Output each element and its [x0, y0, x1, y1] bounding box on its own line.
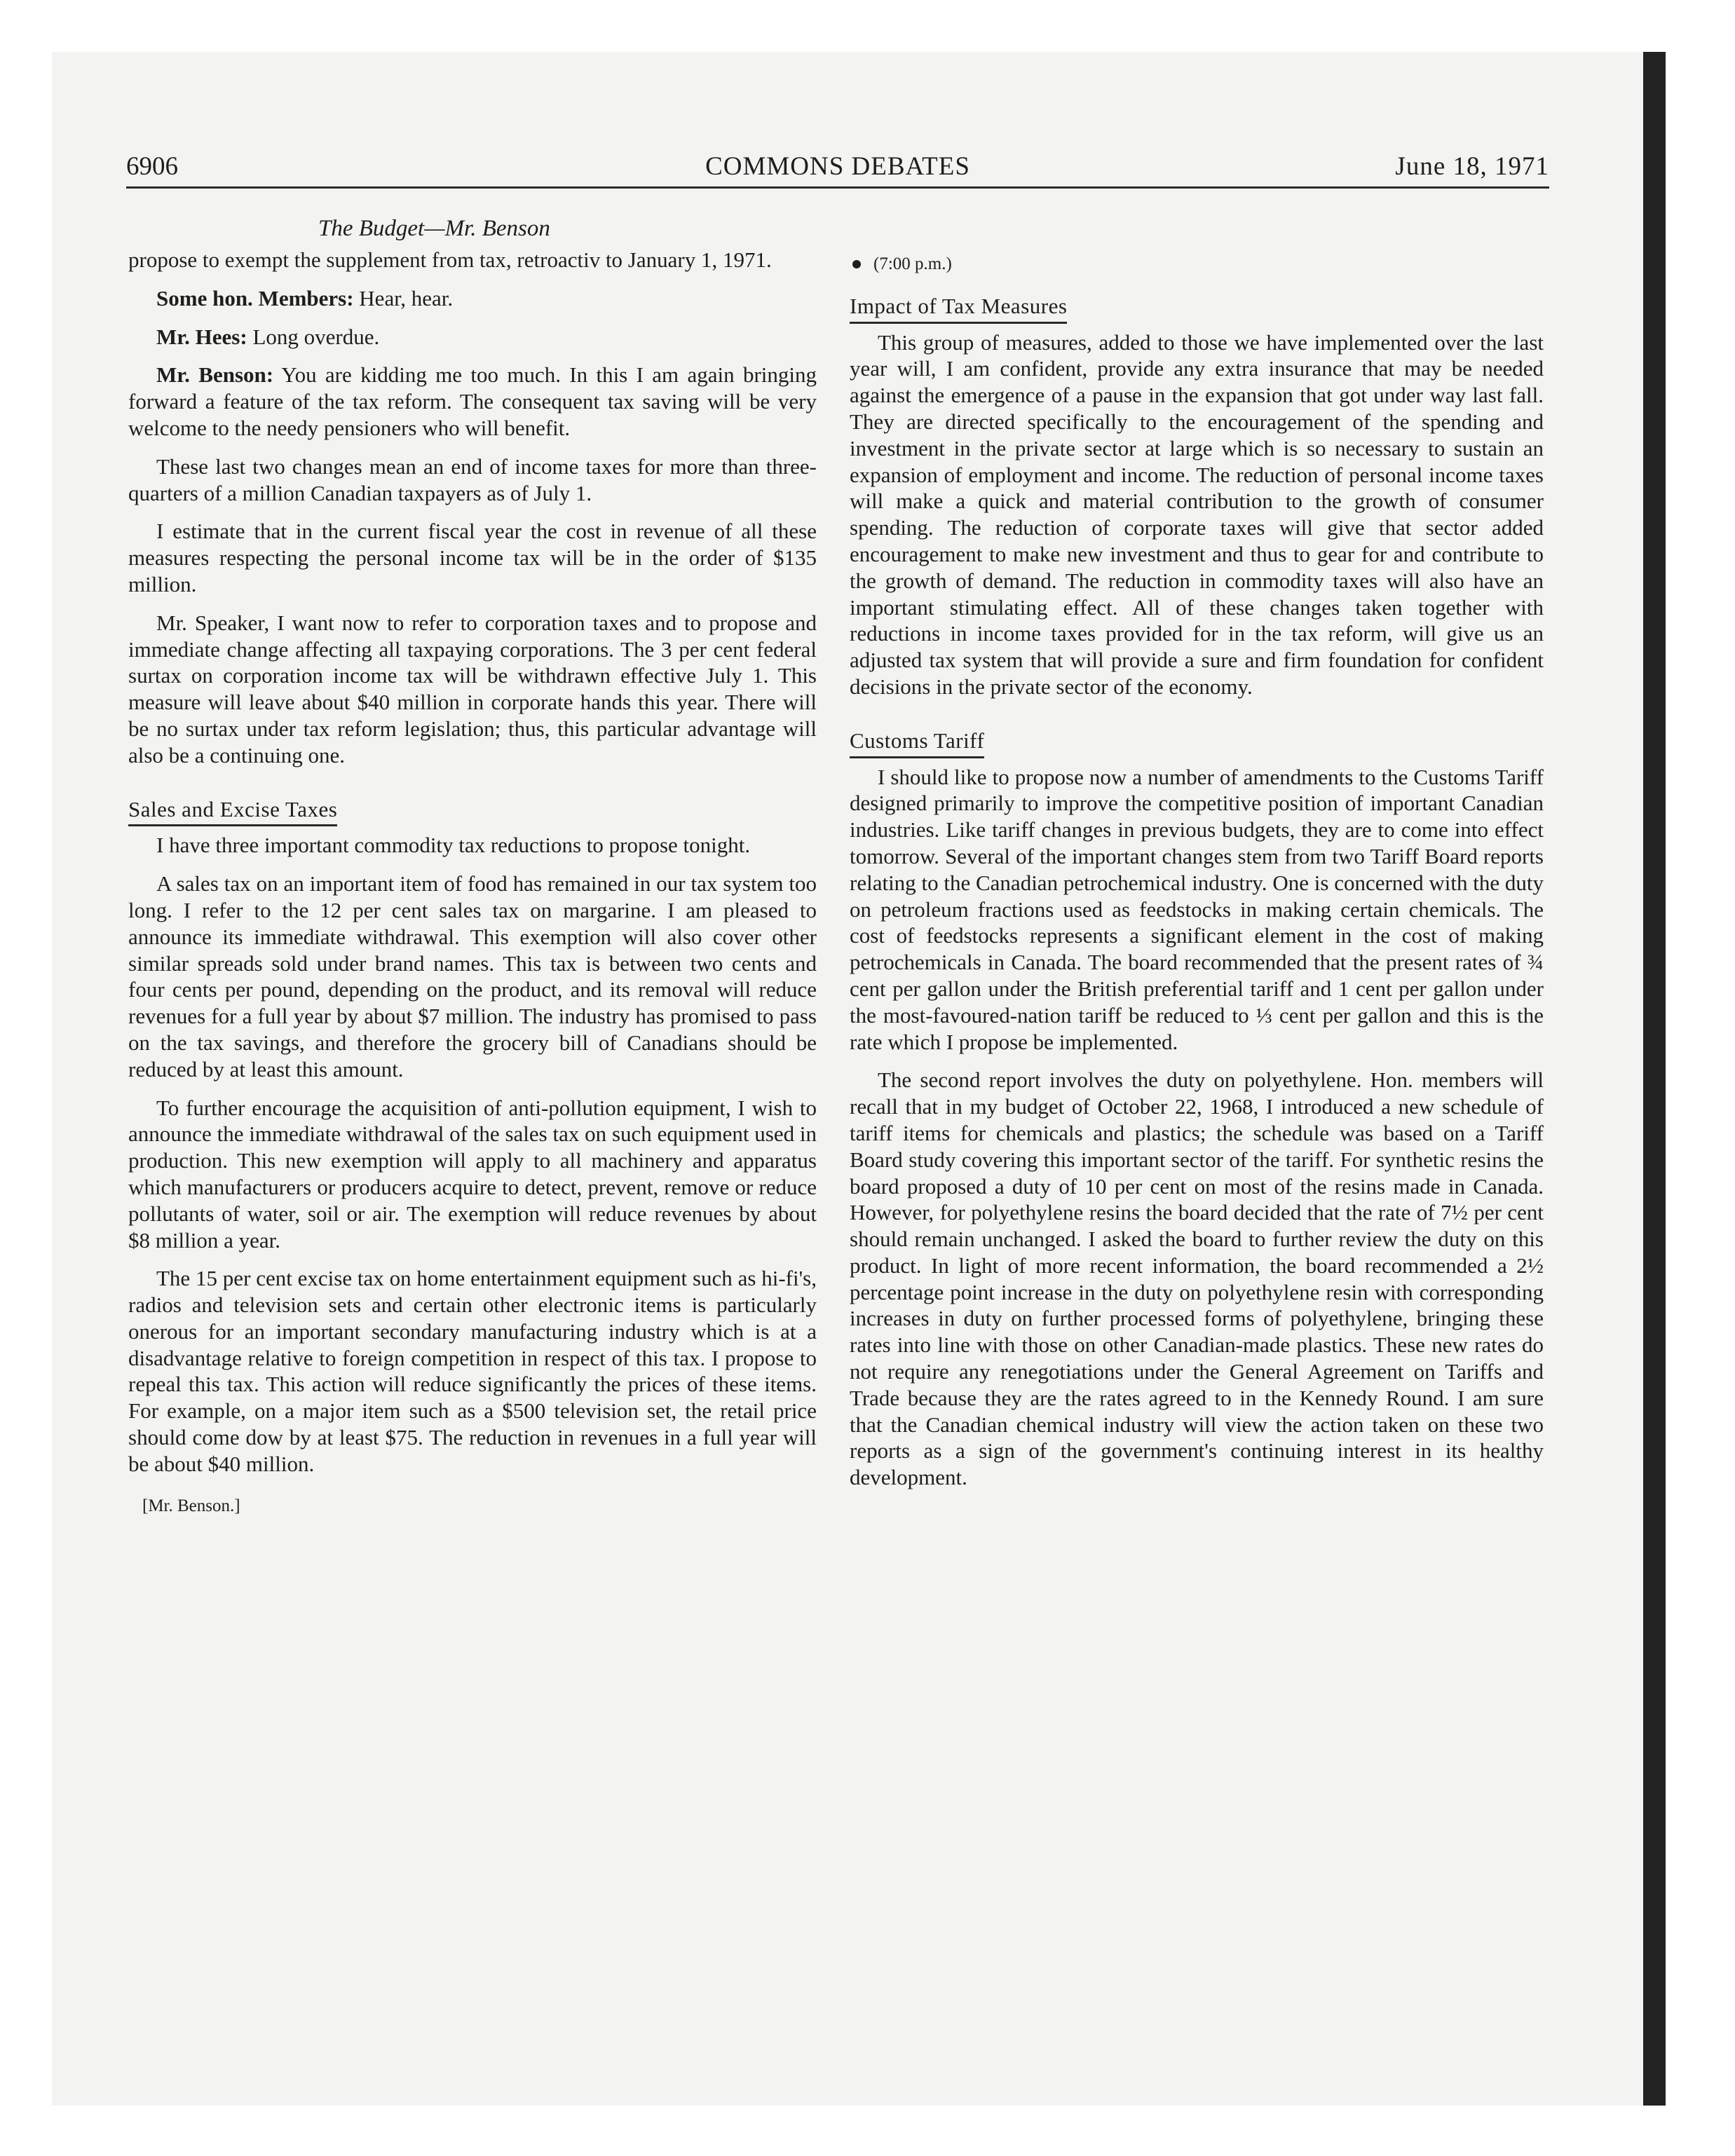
paragraph: [128, 362, 817, 441]
paragraph: [128, 285, 817, 312]
section-heading-sales: Sales and Excise Taxes: [128, 796, 337, 827]
section-heading-customs: Customs Tariff: [850, 728, 984, 758]
page-header: [126, 147, 1549, 189]
paragraph: The 15 per cent excise tax on home entertainment equipment such as hi-fi's, radios and television sets and certain other electronic items is particularly onerous for an important secondary manufacturing industry which is at a disadvantage relative to foreign competition in respect of this tax. I propose to repeal this tax. This action will reduce significantly the prices of these items. For example, on a major item such as a $500 television set, the retail price should come dow by at least $75. The reduction in revenues in a full year will be about $40 million.: [128, 1266, 817, 1476]
time-text: (7:00 p.m.): [873, 254, 952, 273]
paragraph: These last two changes mean an end of income taxes for more than three-quarters of a million Canadian taxpayers as of July 1.: [128, 453, 817, 505]
paragraph: I have three important commodity tax reductions to propose tonight.: [156, 833, 751, 858]
paragraph: propose to exempt the supplement from tax, retroactiv to January 1, 1971.: [128, 247, 772, 272]
section-heading-impact: Impact of Tax Measures: [850, 293, 1067, 324]
paragraph-text: You are kidding me too much. In this I am again bringing forward a feature of the tax reform. The consequent tax saving will be very welcome to the needy pensioners who will benefit.: [128, 362, 817, 440]
left-column: [128, 247, 817, 1519]
paragraph: Mr. Speaker, I want now to refer to corporation taxes and to propose and immediate change affecting all taxpaying corporations. The 3 per cent federal surtax on corporation income tax will be withdrawn effective July 1. This measure will leave about $40 million in corporate hands this year. There will be no surtax under tax reform legislation; thus, this particular advantage will also be a continuing one.: [128, 610, 817, 767]
speaker-name: Some hon. Members:: [156, 285, 354, 311]
right-column: [850, 247, 1544, 1503]
speaker-attribution: [Mr. Benson.]: [142, 1496, 240, 1515]
paragraph: The second report involves the duty on polyethylene. Hon. members will recall that in my budget of October 22, 1968, I introduced a new schedule of tariff items for chemicals and plastics; the schedule was based on a Tariff Board study covering this important sector of the tariff. For synthetic resins the board proposed a duty of 10 per cent on most of the resins made in Canada. However, for polyethylene resins the board decided that the rate of 7½ per cent should remain unchanged. I asked the board to further review the duty on this product. In light of more recent information, the board recommended a 2½ percentage point increase in the duty on polyethylene resin with corresponding increases in duty on further processed forms of polyethylene, bringing these rates into line with those on other Canadian-made plastics. These new rates do not require any renegotiations under the General Agreement on Tariffs and Trade because they are the rates agreed to in the Kennedy Round. I am sure that the Canadian chemical industry will view the action taken on these two reports as a sign of the government's continuing interest in its healthy development.: [850, 1067, 1544, 1490]
paragraph-text: Hear, hear.: [359, 285, 454, 311]
scan-edge-bar: [1643, 52, 1666, 2106]
bullet-icon: [852, 260, 861, 268]
page-number: 6906: [126, 152, 178, 181]
paragraph: This group of measures, added to those we have implemented over the last year will, I am confident, provide any extra insurance that may be needed against the emergence of a pause in the expansion that got under way last fall. They are directed specifically to the encouragement of the spending and investment in the private sector at large which is so necessary to sustain an expansion of employment and income. The reduction of personal income taxes will make a quick and material contribution to the growth of consumer spending. The reduction of corporate taxes will give that sector added encouragement to make new investment and thus to gear for and contribute to the growth of demand. The reduction in commodity taxes will also have an important stimulating effect. All of these changes taken together with reductions in income taxes provided for in the tax reform, will give us an adjusted tax system that will provide a sure and firm foundation for confident decisions in the private sector of the economy.: [850, 329, 1544, 699]
speaker-name: Mr. Benson:: [156, 362, 274, 388]
publication-date: June 18, 1971: [1395, 152, 1549, 181]
speaker-name: Mr. Hees:: [156, 324, 247, 349]
paragraph-text: Long overdue.: [252, 324, 380, 349]
publication-title: COMMONS DEBATES: [705, 152, 970, 181]
paragraph: I estimate that in the current fiscal year the cost in revenue of all these measures respecting the personal income tax will be in the order of $135 million.: [128, 519, 817, 596]
time-marker: [850, 251, 1544, 278]
paragraph: A sales tax on an important item of food has remained in our tax system too long. I refer to the 12 per cent sales tax on margarine. I am pleased to announce its immediate withdrawal. This exemption will also cover other similar spreads sold under brand names. This tax is between two cents and four cents per pound, depending on the product, and its removal will reduce revenues for a full year by about $7 million. The industry has promised to pass on the tax savings, and therefore the grocery bill of Canadians should be reduced by at least this amount.: [128, 871, 817, 1082]
paragraph: [128, 324, 817, 350]
paragraph: I should like to propose now a number of amendments to the Customs Tariff designed primarily to improve the competitive position of important Canadian industries. Like tariff changes in previous budgets, they are to come into effect tomorrow. Several of the important changes stem from two Tariff Board reports relating to the Canadian petrochemical industry. One is concerned with the duty on petroleum fractions used as feedstocks in making certain chemicals. The cost of feedstocks represents a significant element in the cost of making petrochemicals in Canada. The board recommended that the present rates of ¾ cent per gallon under the British preferential tariff and 1 cent per gallon under the most-favoured-nation tariff be reduced to ⅓ cent per gallon and this is the rate which I propose be implemented.: [850, 764, 1544, 1054]
paragraph: To further encourage the acquisition of anti-pollution equipment, I wish to announce the immediate withdrawal of the sales tax on such equipment used in production. This new exemption will apply to all machinery and apparatus which manufacturers or producers acquire to detect, prevent, remove or reduce pollutants of water, soil or air. The exemption will reduce revenues by about $8 million a year.: [128, 1095, 817, 1253]
running-head: The Budget—Mr. Benson: [318, 216, 550, 241]
